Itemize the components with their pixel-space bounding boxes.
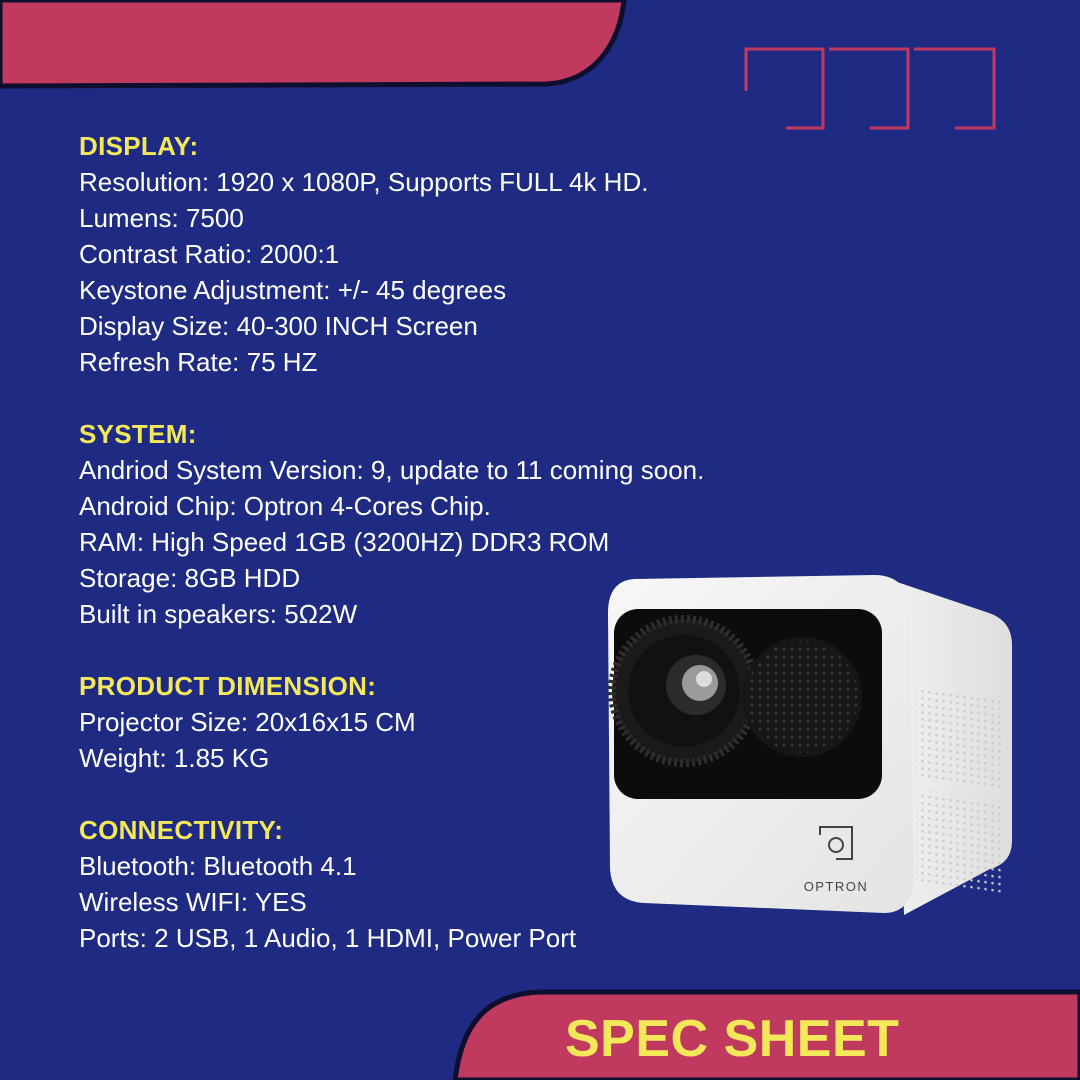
section-heading: SYSTEM: — [79, 419, 197, 449]
projector-image — [604, 573, 1016, 917]
spec-line: Andriod System Version: 9, update to 11 coming soon. — [79, 455, 705, 485]
spec-line: Display Size: 40-300 INCH Screen — [79, 311, 478, 341]
side-vent-lower — [916, 789, 1004, 893]
spec-line: Refresh Rate: 75 HZ — [79, 347, 318, 377]
spec-line: Contrast Ratio: 2000:1 — [79, 239, 340, 269]
spec-line: Wireless WIFI: YES — [79, 887, 307, 917]
spec-line: Lumens: 7500 — [79, 203, 244, 233]
speaker-grill-icon — [742, 637, 862, 757]
lens-icon — [612, 619, 756, 763]
spec-line: Android Chip: Optron 4-Cores Chip. — [79, 491, 491, 521]
section-heading: CONNECTIVITY: — [79, 815, 284, 845]
spec-line: RAM: High Speed 1GB (3200HZ) DDR3 ROM — [79, 527, 610, 557]
section-heading: DISPLAY: — [79, 131, 199, 161]
top-left-accent-shape — [0, 0, 624, 86]
section-heading: PRODUCT DIMENSION: — [79, 671, 377, 701]
spec-line: Projector Size: 20x16x15 CM — [79, 707, 416, 737]
bracket-ornament-icon — [746, 49, 994, 128]
spec-line: Storage: 8GB HDD — [79, 563, 301, 593]
side-vent-upper — [916, 687, 1004, 789]
spec-line: Ports: 2 USB, 1 Audio, 1 HDMI, Power Port — [79, 923, 577, 953]
spec-line: Weight: 1.85 KG — [79, 743, 270, 773]
spec-section-display — [79, 128, 839, 380]
spec-line: Built in speakers: 5Ω2W — [79, 599, 358, 629]
spec-line: Keystone Adjustment: +/- 45 degrees — [79, 275, 507, 305]
spec-sheet-title: SPEC SHEET — [565, 1010, 900, 1068]
brand-label: OPTRON — [803, 879, 869, 894]
spec-line: Bluetooth: Bluetooth 4.1 — [79, 851, 357, 881]
spec-line: Resolution: 1920 x 1080P, Supports FULL 4k HD. — [79, 167, 649, 197]
